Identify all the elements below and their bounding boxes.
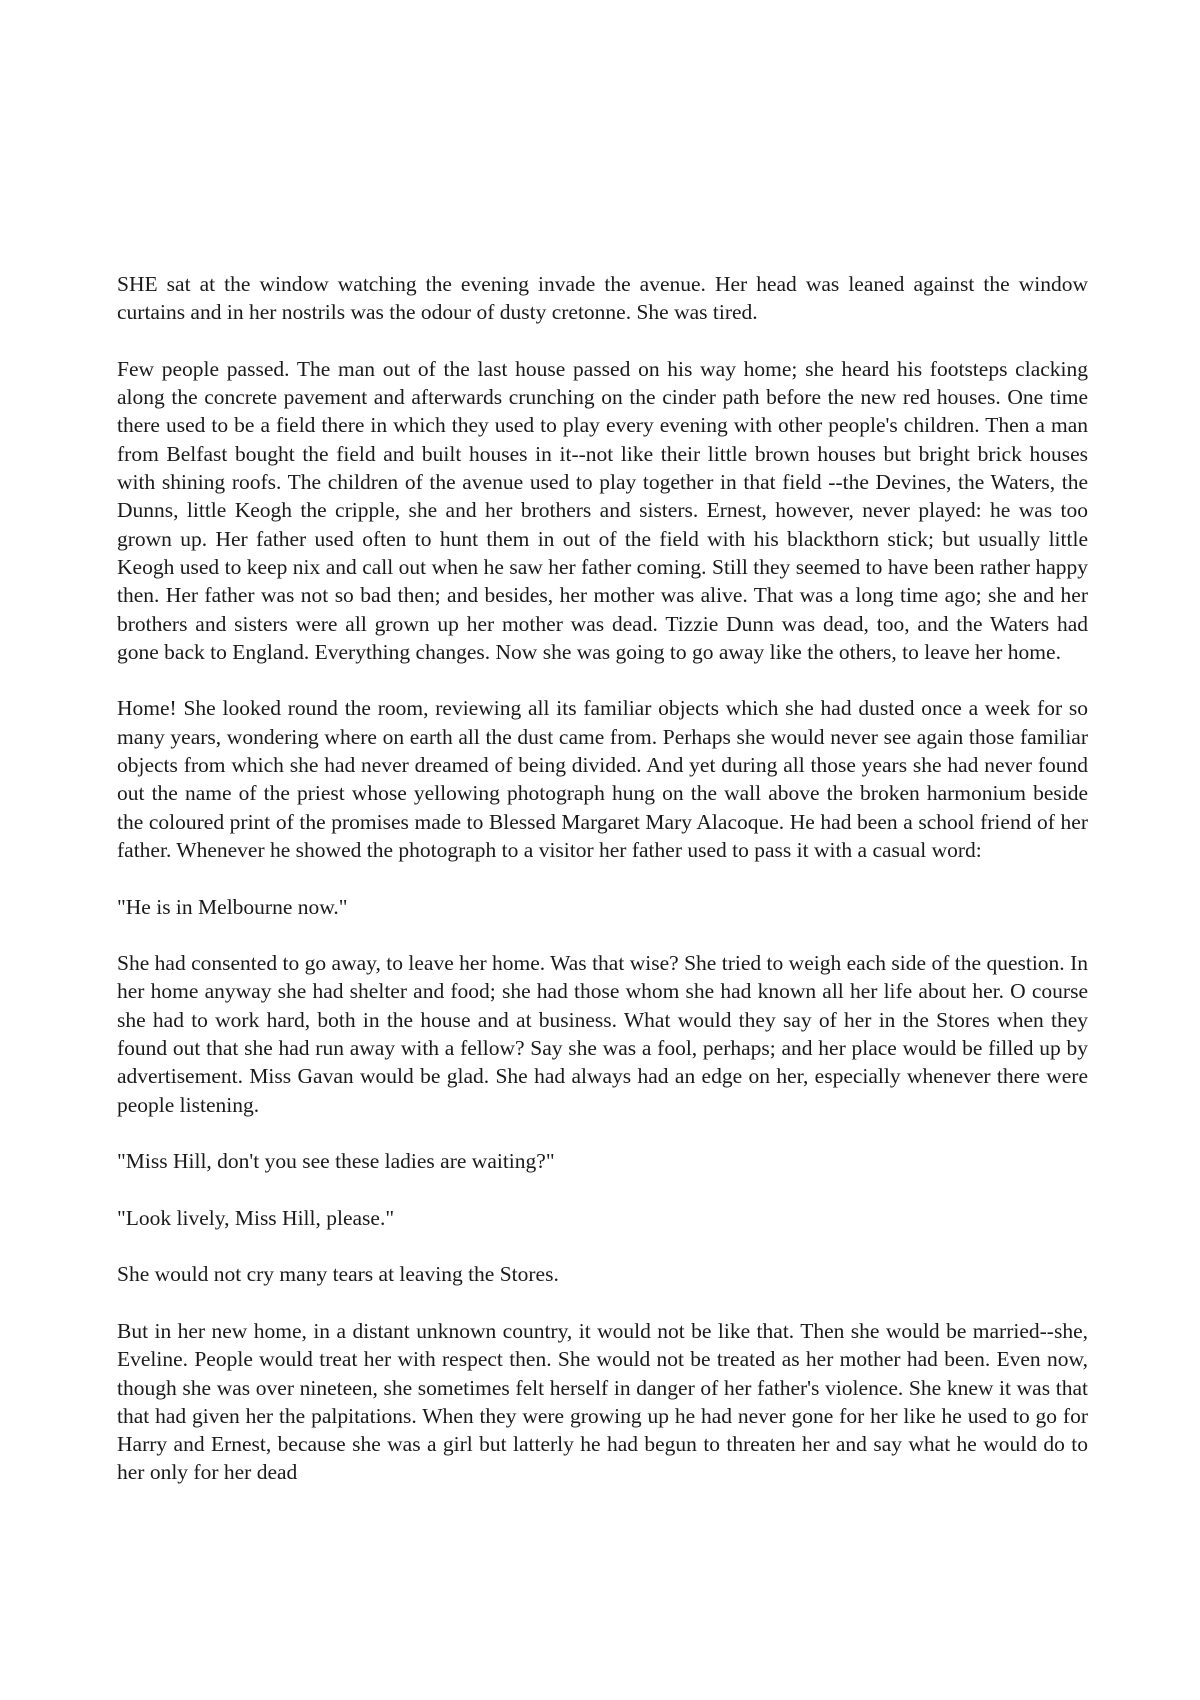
paragraph-2: Few people passed. The man out of the last house passed on his way home; she heard his footsteps clacking along the concrete pavement and afterwards crunching on the cinder path before the new red houses. One time there used to be a field there in which they used to play every evening with other people's children. Then a man from Belfast bought the field and built houses in it--not like their little brown houses but bright brick houses with shining roofs. The children of the avenue used to play together in that field --the Devines, the Waters, the Dunns, little Keogh the cripple, she and her brothers and sisters. Ernest, however, never played: he was too grown up. Her father used often to hunt them in out of the field with his blackthorn stick; but usually little Keogh used to keep nix and call out when he saw her father coming. Still they seemed to have been rather happy then. Her father was not so bad then; and besides, her mother was alive. That was a long time ago; she and her brothers and sisters were all grown up her mother was dead. Tizzie Dunn was dead, too, and the Waters had gone back to England. Everything changes. Now she was going to go away like the others, to leave her home. xyxy=(117,356,1088,664)
paragraph-9: But in her new home, in a distant unknown country, it would not be like that. Then she would be married--she, Eveline. People would treat her with respect then. She would not be treated as her mother had been. Even now, though she was over nineteen, she sometimes felt herself in danger of her father's violence. She knew it was that that had given her the palpitations. When they were growing up he had never gone for her like he used to go for Harry and Ernest, because she was a girl but latterly he had begun to threaten her and say what he would do to her only for her dead xyxy=(117,1318,1088,1485)
paragraph-3: Home! She looked round the room, reviewing all its familiar objects which she had dusted once a week for so many years, wondering where on earth all the dust came from. Perhaps she would never see again those familiar objects from which she had never dreamed of being divided. And yet during all those years she had never found out the name of the priest whose yellowing photograph hung on the wall above the broken harmonium beside the coloured print of the promises made to Blessed Margaret Mary Alacoque. He had been a school friend of her father. Whenever he showed the photograph to a visitor her father used to pass it with a casual word: xyxy=(117,696,1088,862)
paragraph-8: She would not cry many tears at leaving the Stores. xyxy=(117,1262,559,1287)
paragraph-1: SHE sat at the window watching the evening invade the avenue. Her head was leaned against the window curtains and in her nostrils was the odour of dusty cretonne. She was tired. xyxy=(117,272,1088,325)
paragraph-6: "Miss Hill, don't you see these ladies are waiting?" xyxy=(117,1149,555,1174)
paragraph-7: "Look lively, Miss Hill, please." xyxy=(117,1205,395,1230)
paragraph-4: "He is in Melbourne now." xyxy=(117,894,348,919)
document-page xyxy=(117,270,1088,1487)
paragraph-5: She had consented to go away, to leave her home. Was that wise? She tried to weigh each side of the question. In her home anyway she had shelter and food; she had those whom she had known all her life about her. O course she had to work hard, both in the house and at business. What would they say of her in the Stores when they found out that she had run away with a fellow? Say she was a fool, perhaps; and her place would be filled up by advertisement. Miss Gavan would be glad. She had always had an edge on her, especially whenever there were people listening. xyxy=(117,951,1088,1117)
